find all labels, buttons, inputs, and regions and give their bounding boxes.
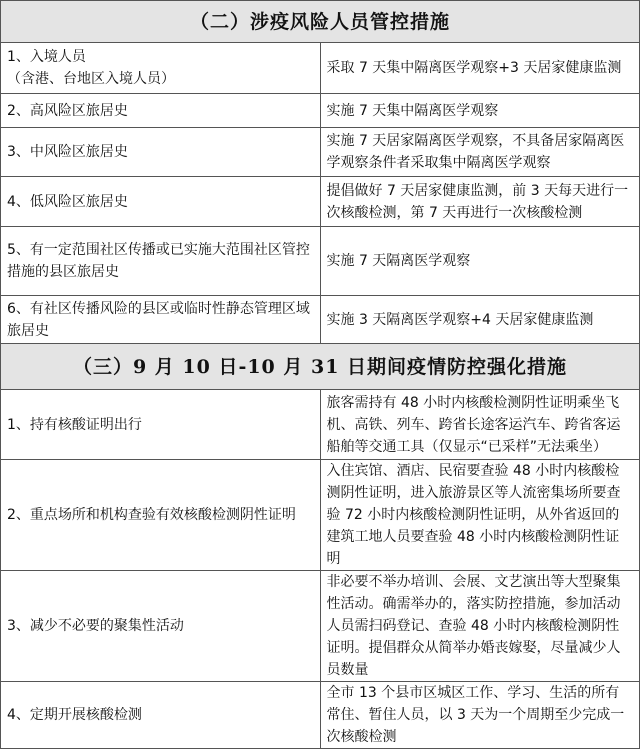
item-cell: 5、有一定范围社区传播或已实施大范围社区管控措施的县区旅居史 — [1, 227, 321, 296]
table-row — [1, 296, 640, 344]
item-cell: 3、减少不必要的聚集性活动 — [1, 571, 321, 682]
measure-cell: 实施 7 天居家隔离医学观察，不具备居家隔离医学观察条件者采取集中隔离医学观察 — [320, 128, 640, 177]
table-row — [1, 227, 640, 296]
measure-cell: 采取 7 天集中隔离医学观察+3 天居家健康监测 — [320, 43, 640, 94]
measure-cell: 实施 7 天集中隔离医学观察 — [320, 94, 640, 128]
item-cell: 1、持有核酸证明出行 — [1, 390, 321, 460]
table-row — [1, 571, 640, 682]
item-cell: 4、低风险区旅居史 — [1, 177, 321, 227]
measure-cell: 非必要不举办培训、会展、文艺演出等大型聚集性活动。确需举办的，落实防控措施，参加活动人员需扫码登记、查验 48 小时内核酸检测阴性证明。提倡群众从简举办婚丧嫁娶，尽量减少人员数量 — [320, 571, 640, 682]
item-line: （含港、台地区入境人员） — [7, 71, 175, 87]
table-row — [1, 94, 640, 128]
item-cell: 3、中风险区旅居史 — [1, 128, 321, 177]
table-row — [1, 43, 640, 94]
section-2-header-row — [1, 1, 640, 43]
table-row — [1, 128, 640, 177]
item-line: 1、入境人员 — [7, 49, 86, 65]
measure-cell: 实施 7 天隔离医学观察 — [320, 227, 640, 296]
item-cell: 4、定期开展核酸检测 — [1, 682, 321, 749]
item-cell: 6、有社区传播风险的县区或临时性静态管理区域旅居史 — [1, 296, 321, 344]
section-3-header-row — [1, 344, 640, 390]
table-row — [1, 390, 640, 460]
section-3-title: （三）9 月 10 日-10 月 31 日期间疫情防控强化措施 — [1, 344, 640, 390]
item-cell: 2、重点场所和机构查验有效核酸检测阴性证明 — [1, 460, 321, 571]
measure-cell: 旅客需持有 48 小时内核酸检测阴性证明乘坐飞机、高铁、列车、跨省长途客运汽车、跨省客运船舶等交通工具（仅显示“已采样”无法乘坐） — [320, 390, 640, 460]
measure-cell: 全市 13 个县市区城区工作、学习、生活的所有常住、暂住人员，以 3 天为一个周期至少完成一次核酸检测 — [320, 682, 640, 749]
section-2-title: （二）涉疫风险人员管控措施 — [1, 1, 640, 43]
measure-cell: 提倡做好 7 天居家健康监测，前 3 天每天进行一次核酸检测，第 7 天再进行一次核酸检测 — [320, 177, 640, 227]
table-row — [1, 460, 640, 571]
measure-cell: 实施 3 天隔离医学观察+4 天居家健康监测 — [320, 296, 640, 344]
item-cell — [1, 43, 321, 94]
table-row — [1, 177, 640, 227]
item-cell: 2、高风险区旅居史 — [1, 94, 321, 128]
measure-cell: 入住宾馆、酒店、民宿要查验 48 小时内核酸检测阴性证明，进入旅游景区等人流密集场所要查验 72 小时内核酸检测阴性证明，从外省返回的建筑工地人员要查验 48 小时内核酸检测阴性证明 — [320, 460, 640, 571]
table-row — [1, 682, 640, 749]
